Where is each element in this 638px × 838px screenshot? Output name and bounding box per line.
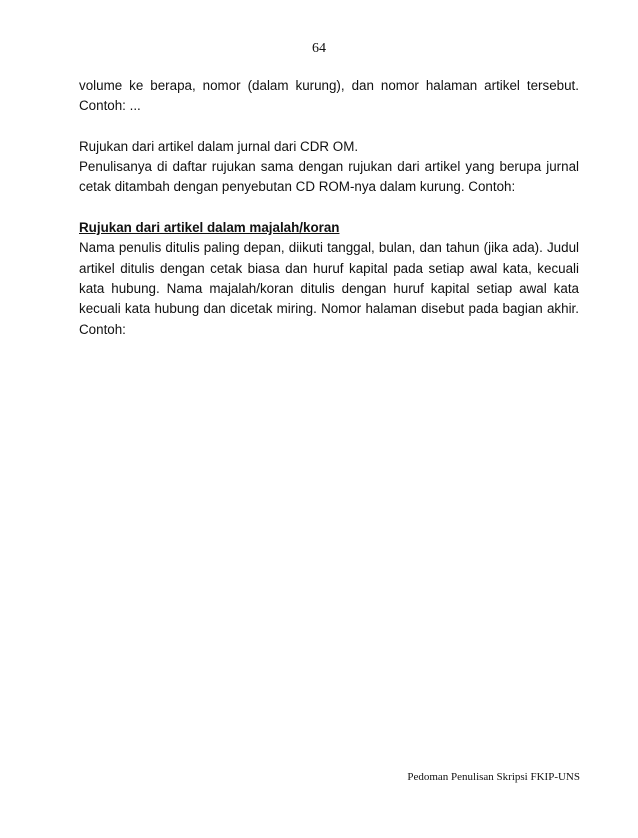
section-heading-majalah-koran: Rujukan dari artikel dalam majalah/koran <box>79 220 340 236</box>
paragraph-volume-info: volume ke berapa, nomor (dalam kurung), dan nomor halaman artikel tersebut. Contoh: ... <box>79 78 579 114</box>
paragraph-gap <box>79 117 579 137</box>
body-text <box>79 76 579 340</box>
paragraph-majalah-koran-description: Nama penulis ditulis paling depan, diikuti tanggal, bulan, dan tahun (jika ada). Judul artikel ditulis dengan cetak biasa dan huruf kapital pada setiap awal kata, kecuali kata hubung. Nama majalah/koran ditulis dengan huruf kapital setiap awal kata kecuali kata hubung dan dicetak miring. Nomor halaman disebut pada bagian akhir. Contoh: <box>79 240 579 337</box>
page-number: 64 <box>312 41 326 56</box>
page-footer: Pedoman Penulisan Skripsi FKIP-UNS <box>407 771 580 783</box>
paragraph-cdrom-description: Penulisanya di daftar rujukan sama dengan rujukan dari artikel yang berupa jurnal cetak ditambah dengan penyebutan CD ROM-nya dalam kurung. Contoh: <box>79 159 579 195</box>
paragraph-cdrom-title: Rujukan dari artikel dalam jurnal dari CDR OM. <box>79 138 359 154</box>
paragraph-gap <box>79 198 579 218</box>
